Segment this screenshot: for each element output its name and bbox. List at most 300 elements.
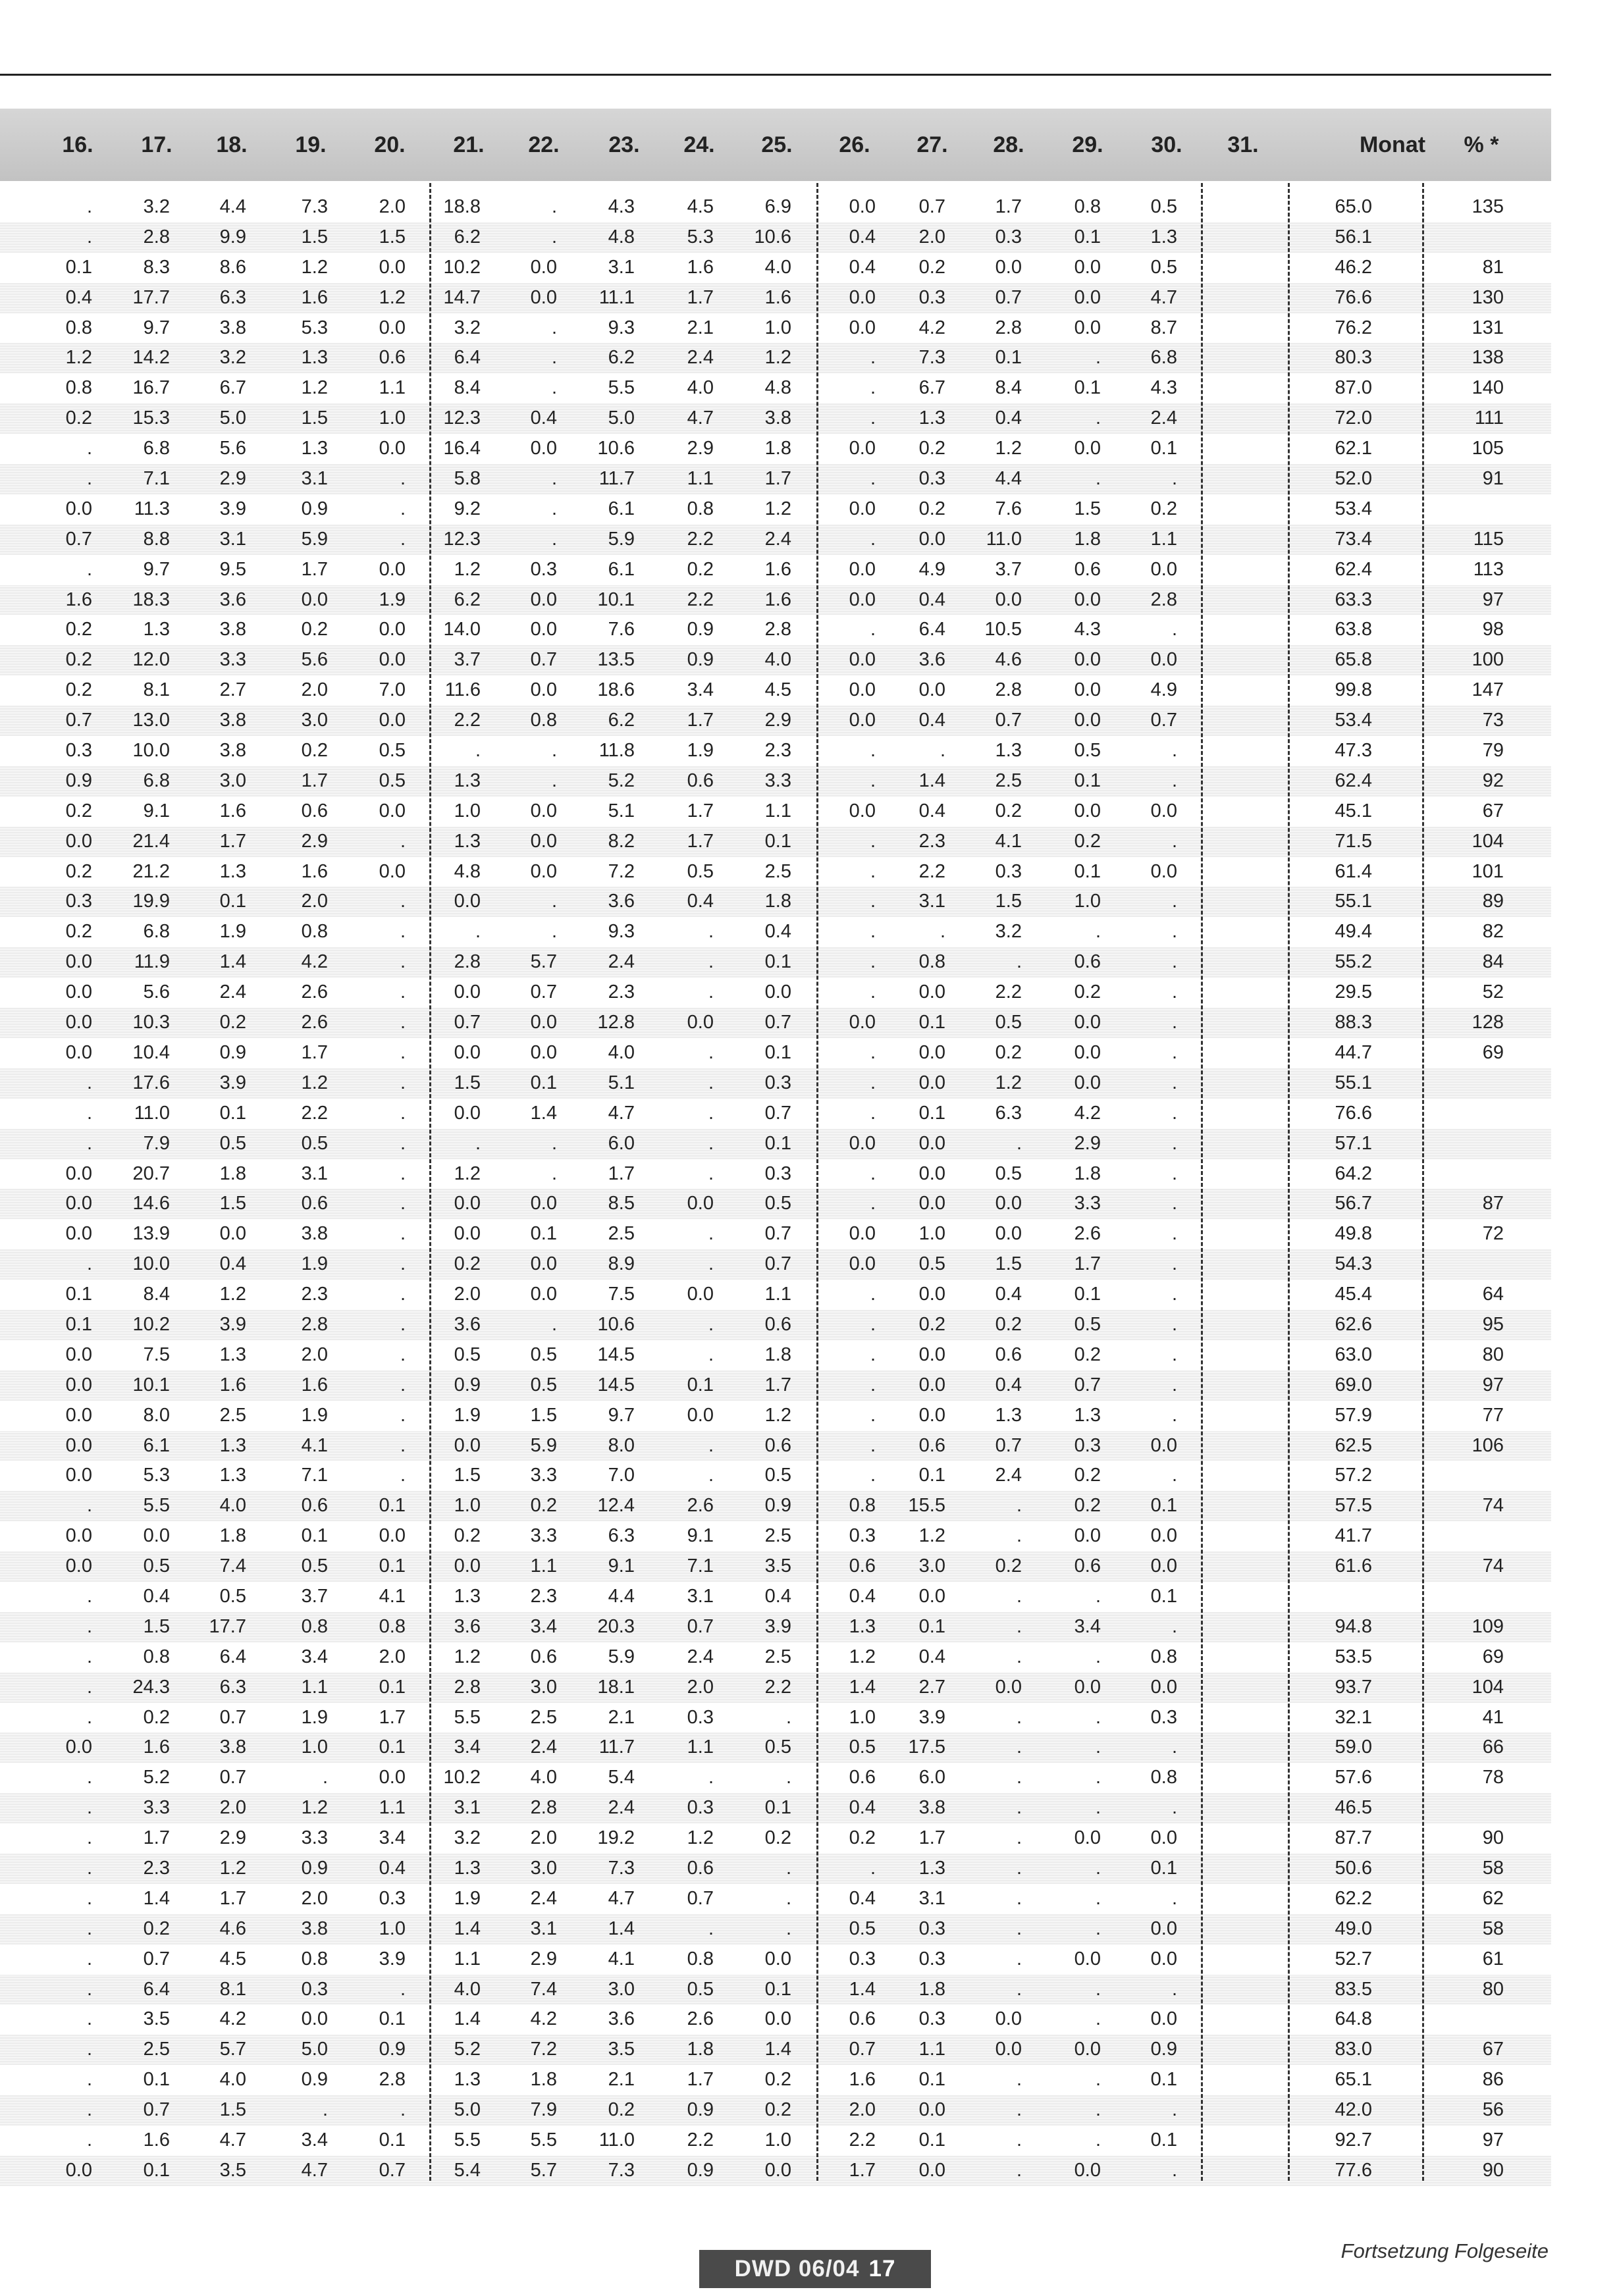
table-cell: 0.0	[918, 1374, 945, 1396]
table-cell: 0.7	[918, 196, 945, 217]
table-cell: 4.8	[764, 377, 791, 399]
table-cell: 1.7	[219, 830, 246, 852]
table-cell: 0.3	[65, 891, 92, 912]
table-cell: 1.7	[687, 830, 714, 852]
table-cell: 0.0	[1074, 1072, 1101, 1093]
table-cell: 0.0	[379, 317, 406, 338]
table-row	[0, 222, 1551, 253]
table-cell: .	[870, 619, 876, 640]
table-cell: 0.0	[1074, 256, 1101, 278]
table-cell: 3.6	[454, 1313, 481, 1335]
table-cell: 2.1	[687, 317, 714, 338]
table-cell: 0.1	[65, 1284, 92, 1305]
table-cell: .	[400, 921, 406, 943]
table-cell: 17.7	[132, 286, 170, 308]
table-cell: 0.4	[849, 1887, 876, 1909]
table-cell: 2.4	[530, 1887, 557, 1909]
table-cell: 1.4	[143, 1887, 170, 1909]
table-cell: .	[1171, 1223, 1177, 1245]
table-row	[0, 1763, 1551, 1793]
table-cell: 5.7	[219, 2039, 246, 2060]
table-cell: 5.2	[608, 770, 635, 791]
table-cell: 0.1	[379, 2008, 406, 2030]
table-cell: 0.1	[1074, 770, 1101, 791]
table-row	[0, 1189, 1551, 1219]
table-cell: 44.7	[1335, 1041, 1372, 1063]
table-cell: .	[870, 830, 876, 852]
table-cell: 0.0	[687, 1284, 714, 1305]
table-cell: 58	[1482, 1918, 1504, 1939]
column-divider	[1422, 183, 1424, 2181]
table-cell: 10.1	[132, 1374, 170, 1396]
table-cell: .	[708, 1041, 714, 1063]
table-row	[0, 2004, 1551, 2035]
table-cell: .	[1016, 2159, 1022, 2181]
table-cell: 4.6	[219, 1918, 246, 1939]
table-cell: 4.0	[687, 377, 714, 399]
table-cell: 57.2	[1335, 1465, 1372, 1486]
table-cell: 0.0	[301, 2008, 328, 2030]
table-cell: 10.6	[597, 1313, 635, 1335]
table-cell: 3.0	[219, 770, 246, 791]
table-cell: 8.7	[1150, 317, 1177, 338]
table-row	[0, 796, 1551, 827]
table-cell: 0.6	[1074, 951, 1101, 973]
table-cell: 0.3	[1150, 1706, 1177, 1728]
table-cell: 91	[1482, 468, 1504, 490]
table-cell: 0.1	[918, 1012, 945, 1033]
table-cell: 11.1	[598, 286, 635, 308]
table-cell: 11.3	[134, 498, 170, 519]
table-cell: 1.1	[764, 1284, 791, 1305]
table-cell: .	[1016, 1887, 1022, 1909]
table-cell: 0.2	[65, 619, 92, 640]
table-cell: 24.3	[132, 1676, 170, 1698]
table-cell: 5.0	[608, 407, 635, 429]
page-number: 17	[868, 2256, 896, 2282]
table-cell: .	[1171, 1102, 1177, 1124]
table-cell: .	[1171, 1887, 1177, 1909]
table-cell: 0.0	[918, 2099, 945, 2121]
table-row	[0, 1370, 1551, 1401]
table-cell: 1.7	[687, 710, 714, 731]
table-cell: 1.2	[65, 347, 92, 369]
table-cell: 0.0	[1150, 860, 1177, 882]
table-cell: 2.4	[1150, 407, 1177, 429]
table-cell: .	[551, 498, 557, 519]
table-cell: 1.6	[301, 1374, 328, 1396]
table-cell: 0.5	[1150, 256, 1177, 278]
table-cell: .	[551, 347, 557, 369]
table-cell: 1.5	[454, 1072, 481, 1093]
table-row	[0, 434, 1551, 464]
table-cell: 57.6	[1335, 1767, 1372, 1788]
table-cell: .	[1171, 1313, 1177, 1335]
table-cell: 1.0	[301, 1736, 328, 1758]
table-cell: 0.0	[1074, 286, 1101, 308]
table-cell: 4.0	[530, 1767, 557, 1788]
table-cell: .	[870, 921, 876, 943]
table-cell: .	[1095, 347, 1101, 369]
table-cell: 55.1	[1335, 1072, 1372, 1093]
table-cell: .	[475, 740, 481, 762]
table-cell: 49.8	[1335, 1223, 1372, 1245]
table-cell: 0.7	[530, 981, 557, 1003]
table-cell: 2.5	[143, 2039, 170, 2060]
table-cell: 1.2	[764, 1404, 791, 1426]
table-cell: 1.2	[995, 1072, 1022, 1093]
table-cell: 5.8	[454, 468, 481, 490]
table-cell: 1.8	[687, 2039, 714, 2060]
table-cell: 0.0	[65, 981, 92, 1003]
table-cell: 1.6	[219, 800, 246, 822]
table-cell: 0.0	[530, 256, 557, 278]
table-cell: 0.0	[65, 1223, 92, 1245]
table-cell: 4.0	[454, 1978, 481, 2000]
table-cell: 9.9	[219, 226, 246, 248]
table-cell: .	[785, 1706, 791, 1728]
table-cell: 0.7	[530, 649, 557, 671]
issue-label: DWD 06/04	[734, 2256, 860, 2282]
table-cell: 0.9	[301, 498, 328, 519]
table-cell: 0.7	[143, 2099, 170, 2121]
table-cell: 0.0	[530, 830, 557, 852]
column-divider	[816, 183, 818, 2181]
table-cell: 0.0	[65, 1344, 92, 1365]
table-cell: 1.9	[687, 740, 714, 762]
table-cell: .	[870, 860, 876, 882]
table-row	[0, 525, 1551, 555]
table-cell: 77.6	[1335, 2159, 1372, 2181]
table-cell: 0.0	[65, 498, 92, 519]
table-cell: 87.7	[1335, 1827, 1372, 1849]
table-cell: 0.4	[918, 710, 945, 731]
table-cell: 1.2	[379, 286, 406, 308]
table-cell: 0.0	[995, 1223, 1022, 1245]
table-cell: 3.7	[301, 1585, 328, 1607]
table-cell: 1.1	[687, 468, 714, 490]
table-row	[0, 253, 1551, 283]
table-cell: 0.6	[687, 1857, 714, 1879]
table-cell: 0.4	[764, 921, 791, 943]
table-row	[0, 1975, 1551, 2005]
table-cell: 3.8	[918, 1797, 945, 1819]
table-cell: 2.0	[219, 1797, 246, 1819]
table-cell: 1.5	[1074, 498, 1101, 519]
table-row	[0, 1854, 1551, 1884]
table-cell: 1.2	[301, 377, 328, 399]
table-cell: 6.2	[608, 347, 635, 369]
table-cell: 3.8	[219, 317, 246, 338]
table-cell: 0.2	[65, 649, 92, 671]
table-cell: 0.5	[764, 1465, 791, 1486]
table-cell: 0.6	[301, 1193, 328, 1214]
table-cell: 1.0	[454, 1495, 481, 1517]
table-row	[0, 978, 1551, 1008]
table-cell: 3.9	[764, 1615, 791, 1637]
table-cell: 0.0	[918, 679, 945, 701]
table-cell: 0.0	[849, 679, 876, 701]
table-cell: .	[1171, 830, 1177, 852]
table-cell: 9.7	[143, 558, 170, 580]
table-cell: 0.1	[65, 1313, 92, 1335]
table-cell: 4.0	[608, 1041, 635, 1063]
table-cell: 77	[1482, 1404, 1504, 1426]
table-cell: 0.9	[687, 619, 714, 640]
table-cell: 1.6	[849, 2069, 876, 2091]
table-cell: 1.7	[219, 1887, 246, 1909]
table-cell: 53.5	[1335, 1646, 1372, 1667]
table-cell: 0.6	[995, 1344, 1022, 1365]
table-cell: 1.3	[454, 770, 481, 791]
table-cell: .	[1171, 1344, 1177, 1365]
table-cell: 49.0	[1335, 1918, 1372, 1939]
table-cell: 1.5	[995, 891, 1022, 912]
table-cell: 6.4	[143, 1978, 170, 2000]
table-cell: .	[870, 1072, 876, 1093]
table-cell: 0.0	[379, 800, 406, 822]
table-cell: 0.1	[995, 347, 1022, 369]
table-cell: 1.4	[454, 2008, 481, 2030]
table-cell: 0.0	[1150, 1525, 1177, 1547]
table-cell: 0.5	[687, 1978, 714, 2000]
table-cell: 3.6	[219, 588, 246, 610]
table-cell: 1.9	[301, 1404, 328, 1426]
table-cell: .	[1171, 1404, 1177, 1426]
table-cell: 29.5	[1335, 981, 1372, 1003]
table-cell: 0.7	[379, 2159, 406, 2181]
table-cell: 0.0	[301, 588, 328, 610]
table-cell: 8.3	[143, 256, 170, 278]
header-cell: 28.	[993, 132, 1024, 157]
table-cell: 0.0	[454, 891, 481, 912]
table-cell: 55.1	[1335, 891, 1372, 912]
table-cell: .	[708, 1918, 714, 1939]
table-cell: 0.0	[379, 256, 406, 278]
table-cell: 0.8	[849, 1495, 876, 1517]
table-row	[0, 706, 1551, 736]
table-row	[0, 1491, 1551, 1521]
table-cell: 0.1	[764, 1132, 791, 1154]
table-cell: .	[1016, 951, 1022, 973]
table-cell: 0.5	[1074, 1313, 1101, 1335]
table-cell: 100	[1471, 649, 1504, 671]
table-cell: 2.4	[608, 951, 635, 973]
table-cell: .	[708, 1162, 714, 1184]
table-cell: 2.4	[608, 1797, 635, 1819]
table-cell: 0.2	[65, 800, 92, 822]
table-cell: 6.9	[764, 196, 791, 217]
table-cell: 57.5	[1335, 1495, 1372, 1517]
table-cell: .	[1171, 921, 1177, 943]
table-cell: 0.3	[918, 1918, 945, 1939]
table-cell: 1.0	[764, 2129, 791, 2151]
table-cell: 0.4	[849, 1585, 876, 1607]
table-cell: 0.0	[849, 710, 876, 731]
table-cell: 17.7	[209, 1615, 246, 1637]
table-cell: 12.3	[443, 407, 481, 429]
table-cell: 0.2	[301, 740, 328, 762]
table-cell: 0.0	[65, 1434, 92, 1456]
table-cell: 0.4	[995, 1284, 1022, 1305]
table-cell: 1.6	[764, 286, 791, 308]
table-cell: 9.1	[143, 800, 170, 822]
table-cell: 5.3	[143, 1465, 170, 1486]
table-cell: 0.1	[918, 2129, 945, 2151]
table-cell: 0.7	[1074, 1374, 1101, 1396]
table-cell: 0.0	[530, 860, 557, 882]
table-cell: 0.0	[379, 649, 406, 671]
table-cell: 3.2	[454, 317, 481, 338]
table-cell: 64.2	[1335, 1162, 1372, 1184]
table-cell: .	[1095, 2099, 1101, 2121]
table-cell: 7.5	[143, 1344, 170, 1365]
table-cell: 0.7	[995, 710, 1022, 731]
table-cell: 0.0	[995, 588, 1022, 610]
table-cell: 0.4	[764, 1585, 791, 1607]
table-cell: 3.1	[219, 528, 246, 550]
table-cell: 3.2	[219, 347, 246, 369]
table-row	[0, 1099, 1551, 1129]
table-cell: 2.2	[764, 1676, 791, 1698]
table-cell: 1.8	[1074, 1162, 1101, 1184]
table-cell: 2.2	[995, 981, 1022, 1003]
table-cell: 21.4	[132, 830, 170, 852]
table-cell: .	[86, 1585, 92, 1607]
table-cell: 7.0	[608, 1465, 635, 1486]
column-divider	[1201, 183, 1203, 2181]
table-cell: 1.6	[219, 1374, 246, 1396]
table-cell: 1.3	[995, 1404, 1022, 1426]
table-cell: 83.5	[1335, 1978, 1372, 2000]
table-cell: 73	[1482, 710, 1504, 731]
table-cell: 2.9	[687, 438, 714, 459]
table-cell: 0.1	[530, 1072, 557, 1093]
table-cell: .	[400, 891, 406, 912]
table-cell: 57.1	[1335, 1132, 1372, 1154]
table-cell: 6.8	[1150, 347, 1177, 369]
table-cell: .	[1016, 1525, 1022, 1547]
table-cell: 18.3	[132, 588, 170, 610]
table-cell: 0.1	[379, 1555, 406, 1577]
table-cell: 4.7	[301, 2159, 328, 2181]
table-cell: 1.7	[608, 1162, 635, 1184]
table-cell: 1.8	[918, 1978, 945, 2000]
table-cell: .	[400, 1162, 406, 1184]
header-cell: 24.	[683, 132, 715, 157]
table-row	[0, 494, 1551, 525]
table-cell: 2.0	[379, 1646, 406, 1667]
table-cell: .	[1171, 1978, 1177, 2000]
table-cell: 0.0	[849, 588, 876, 610]
table-cell: 3.0	[530, 1676, 557, 1698]
table-cell: 62.6	[1335, 1313, 1372, 1335]
table-cell: 2.7	[918, 1676, 945, 1698]
table-cell: 1.6	[764, 558, 791, 580]
table-cell: 12.0	[132, 649, 170, 671]
table-cell: 63.3	[1335, 588, 1372, 610]
table-cell: 3.6	[608, 891, 635, 912]
table-row	[0, 675, 1551, 706]
table-cell: 0.9	[687, 649, 714, 671]
table-cell: .	[1171, 1072, 1177, 1093]
table-row	[0, 766, 1551, 796]
table-cell: 67	[1482, 2039, 1504, 2060]
table-cell: 0.2	[918, 256, 945, 278]
table-cell: 0.1	[379, 1495, 406, 1517]
table-cell: 1.6	[764, 588, 791, 610]
table-cell: 0.5	[687, 860, 714, 882]
table-cell: 6.2	[454, 226, 481, 248]
table-cell: .	[708, 981, 714, 1003]
table-cell: 4.9	[1150, 679, 1177, 701]
table-cell: .	[1171, 1253, 1177, 1275]
table-cell: .	[86, 558, 92, 580]
table-cell: .	[785, 1887, 791, 1909]
table-cell: 0.1	[1150, 1495, 1177, 1517]
table-cell: 3.0	[530, 1857, 557, 1879]
table-cell: 5.4	[608, 1767, 635, 1788]
table-cell: 2.5	[219, 1404, 246, 1426]
table-cell: 3.1	[608, 256, 635, 278]
table-cell: 14.5	[597, 1374, 635, 1396]
header-cell: 22.	[528, 132, 560, 157]
table-cell: 2.4	[995, 1465, 1022, 1486]
table-row	[0, 2035, 1551, 2065]
table-cell: .	[86, 1646, 92, 1667]
table-cell: 1.5	[530, 1404, 557, 1426]
table-cell: 5.1	[608, 800, 635, 822]
table-cell: 4.1	[608, 1948, 635, 1970]
table-cell: 0.5	[454, 1344, 481, 1365]
table-cell: .	[708, 1313, 714, 1335]
table-cell: .	[1016, 1736, 1022, 1758]
table-cell: 0.0	[379, 710, 406, 731]
table-cell: 3.8	[219, 1736, 246, 1758]
table-cell: 1.4	[219, 951, 246, 973]
table-cell: 3.8	[219, 740, 246, 762]
table-cell: 3.3	[1074, 1193, 1101, 1214]
table-cell: .	[86, 1072, 92, 1093]
table-cell: 72	[1482, 1223, 1504, 1245]
table-cell: .	[551, 1162, 557, 1184]
table-cell: .	[400, 1404, 406, 1426]
table-cell: 115	[1473, 528, 1504, 550]
table-cell: 1.7	[687, 800, 714, 822]
table-row	[0, 1129, 1551, 1159]
table-cell: .	[785, 1918, 791, 1939]
table-cell: 6.4	[219, 1646, 246, 1667]
table-cell: 69	[1482, 1041, 1504, 1063]
table-cell: 2.3	[530, 1585, 557, 1607]
table-cell: .	[870, 407, 876, 429]
table-cell: .	[551, 770, 557, 791]
table-cell: 0.0	[849, 649, 876, 671]
table-cell: 1.9	[219, 921, 246, 943]
table-cell: 1.3	[454, 1857, 481, 1879]
table-cell: 0.2	[1150, 498, 1177, 519]
table-cell: 0.8	[687, 498, 714, 519]
table-cell: 1.3	[454, 2069, 481, 2091]
table-cell: 1.8	[764, 1344, 791, 1365]
table-cell: .	[785, 1857, 791, 1879]
table-cell: 1.6	[301, 286, 328, 308]
precipitation-table	[0, 192, 1551, 2186]
table-cell: 9.3	[608, 317, 635, 338]
table-cell: 1.7	[301, 1041, 328, 1063]
table-cell: .	[86, 2099, 92, 2121]
table-cell: 0.3	[301, 1978, 328, 2000]
